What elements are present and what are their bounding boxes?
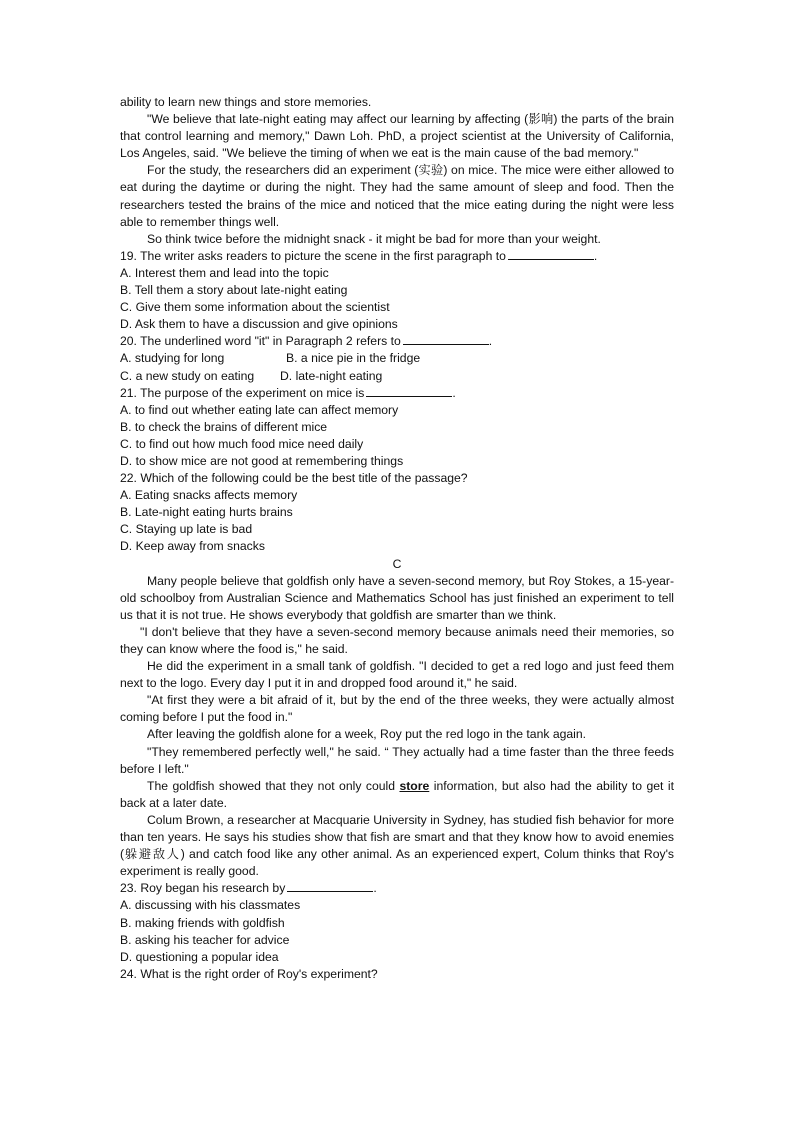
option: B. Late-night eating hurts brains <box>120 505 293 520</box>
document-page <box>120 94 674 983</box>
option: D. Ask them to have a discussion and give opinions <box>120 317 398 332</box>
option: A. Interest them and lead into the topic <box>120 265 329 280</box>
passage-c-paragraph: After leaving the goldfish alone for a week, Roy put the red logo in the tank again. <box>147 727 587 742</box>
passage-c-paragraph: The goldfish showed that they not only could store information, but also had the ability to get it back at a later date. <box>120 778 674 810</box>
question-stem: 23. Roy began his research by <box>120 881 286 896</box>
question-24: 24. What is the right order of Roy's experiment? <box>120 966 378 981</box>
passage-c-paragraph: Colum Brown, a researcher at Macquarie University in Sydney, has studied fish behavior for more than ten years. He says his studies show that fish are smart and that they know how to avoid enemies (躲避敌人) and catch food like any other animal. As an experienced expert, Colum thinks that Roy's experiment is really good. <box>120 812 675 879</box>
section-heading: C <box>392 556 402 571</box>
passage-c-paragraph: He did the experiment in a small tank of goldfish. "I decided to get a red logo and just feed them next to the logo. Every day I put it in and dropped food around it," he said. <box>120 659 674 691</box>
option: A. to find out whether eating late can affect memory <box>120 402 399 417</box>
option: B. a nice pie in the fridge <box>286 351 421 366</box>
passage-b-paragraph: For the study, the researchers did an experiment (实验) on mice. The mice were either allowed to eat during the daytime or during the night. They had the same amount of sleep and food. Then the researchers tested the brains of the mice and noticed that the mice eating during the night were less able to remember things well. <box>120 163 674 229</box>
question-23: 23. Roy began his research by . <box>120 881 377 896</box>
option: D. Keep away from snacks <box>120 539 265 554</box>
question-stem: 19. The writer asks readers to picture the scene in the first paragraph to <box>120 248 506 263</box>
option: C. a new study on eating <box>120 368 255 383</box>
answer-blank <box>287 880 373 892</box>
option: A. studying for long <box>120 351 225 366</box>
question-21: 21. The purpose of the experiment on mice is . <box>120 385 456 400</box>
option-row <box>120 350 674 367</box>
answer-blank <box>403 333 489 345</box>
option: B. Tell them a story about late-night eating <box>120 283 348 298</box>
option: D. late-night eating <box>280 368 383 383</box>
option: C. Give them some information about the scientist <box>120 300 390 315</box>
question-22: 22. Which of the following could be the best title of the passage? <box>120 471 468 486</box>
passage-c-paragraph: "I don't believe that they have a seven-second memory because animals need their memories, so they can know where the food is," he said. <box>120 624 674 656</box>
passage-b-paragraph: So think twice before the midnight snack - it might be bad for more than your weight. <box>147 231 601 246</box>
question-20: 20. The underlined word "it" in Paragraph 2 refers to . <box>120 334 493 349</box>
passage-c-paragraph: Many people believe that goldfish only have a seven-second memory, but Roy Stokes, a 15-year-old schoolboy from Australian Science and Mathematics School has just finished an experiment to tell us that it is not true. He shows everybody that goldfish are smarter than we think. <box>120 573 674 622</box>
option: C. to find out how much food mice need daily <box>120 436 364 451</box>
option: A. Eating snacks affects memory <box>120 488 298 503</box>
option: B. to check the brains of different mice <box>120 419 328 434</box>
passage-b-paragraph: ability to learn new things and store memories. <box>120 95 372 109</box>
passage-c-paragraph: "At first they were a bit afraid of it, but by the end of the three weeks, they were actually almost coming before I put the food in." <box>120 693 674 725</box>
question-stem: 21. The purpose of the experiment on mice is <box>120 385 365 400</box>
option: D. questioning a popular idea <box>120 949 279 964</box>
passage-c-paragraph: "They remembered perfectly well," he said. “ They actually had a time faster than the three feeds before I left." <box>120 744 674 776</box>
answer-blank <box>366 385 452 397</box>
option: A. discussing with his classmates <box>120 898 301 913</box>
underlined-word: store <box>399 778 430 793</box>
option: B. making friends with goldfish <box>120 915 285 930</box>
option: B. asking his teacher for advice <box>120 932 290 947</box>
question-19: 19. The writer asks readers to picture the scene in the first paragraph to . <box>120 248 598 263</box>
passage-b-paragraph: "We believe that late-night eating may affect our learning by affecting (影响) the parts of the brain that control learning and memory," Dawn Loh. PhD, a project scientist at the University of California, Los Angeles, said. "We believe the timing of when we eat is the main cause of the bad memory." <box>120 112 674 161</box>
question-stem: 20. The underlined word "it" in Paragraph 2 refers to <box>120 334 401 349</box>
option: D. to show mice are not good at remembering things <box>120 453 404 468</box>
option: C. Staying up late is bad <box>120 522 253 537</box>
answer-blank <box>508 248 594 260</box>
option-row <box>120 368 674 385</box>
